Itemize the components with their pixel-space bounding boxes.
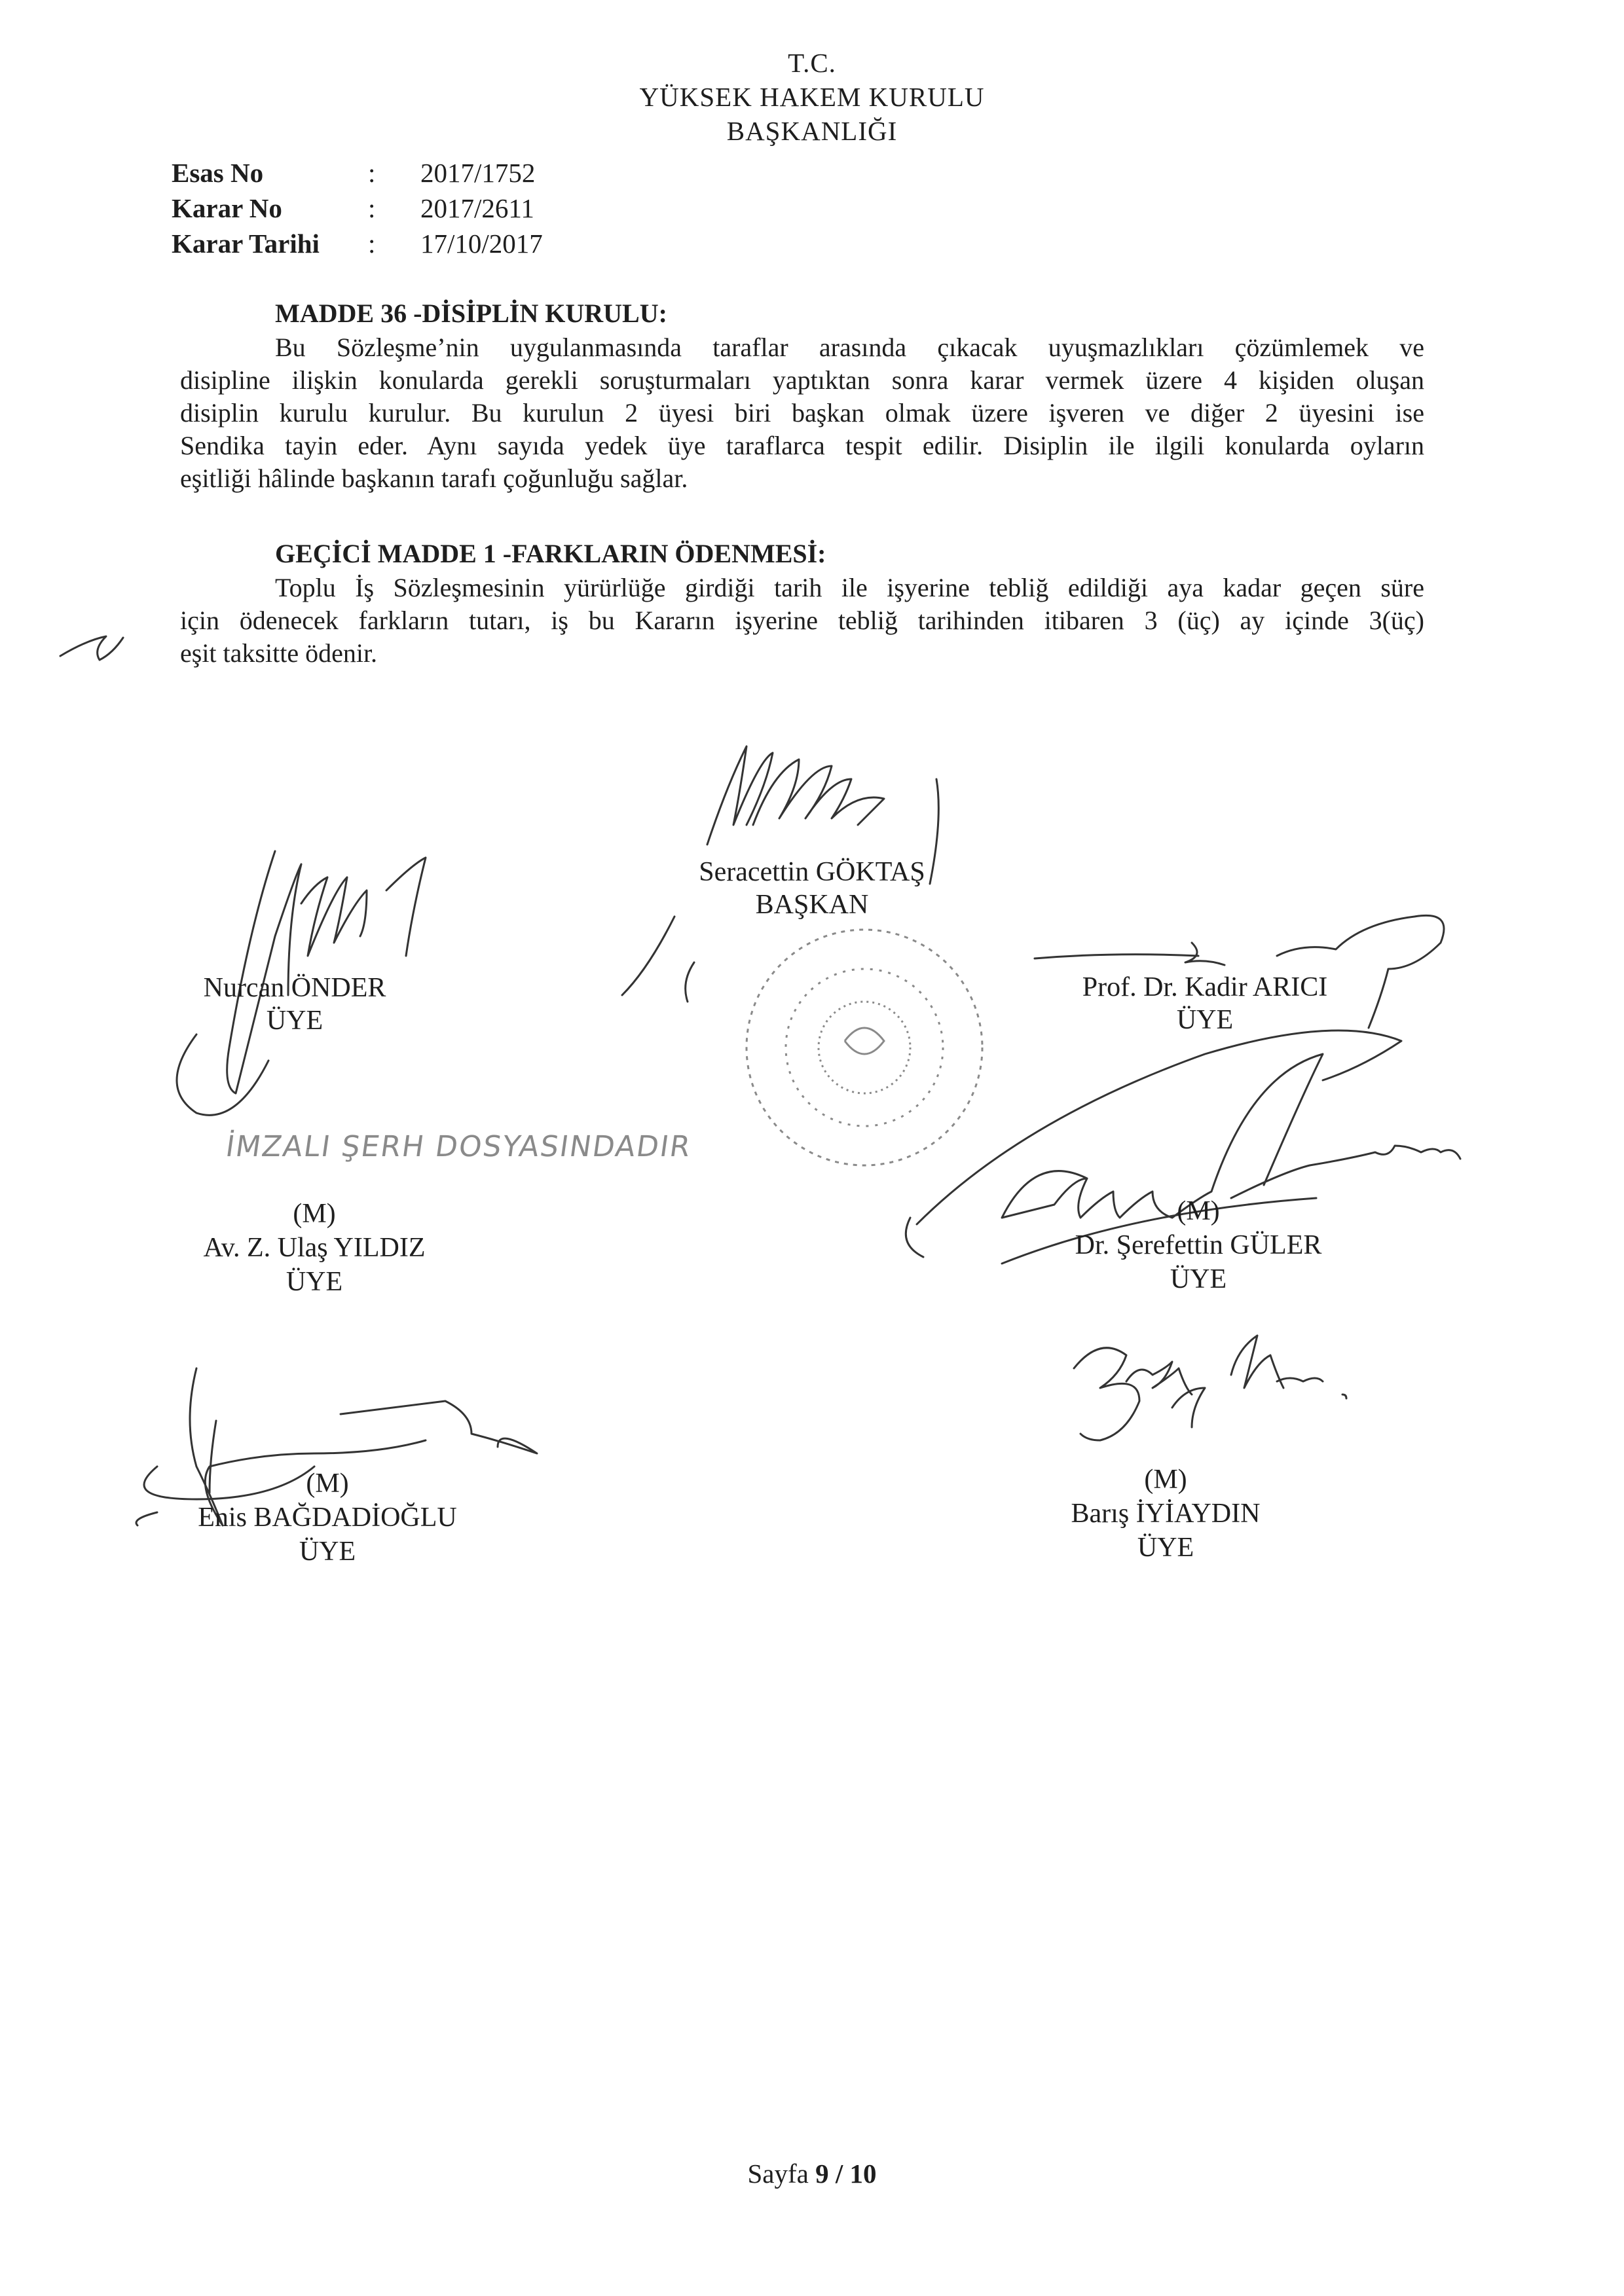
meta-value: 2017/2611 [420,193,534,223]
ulas-name: Av. Z. Ulaş YILDIZ [203,1233,426,1263]
page-number-total: 10 [849,2159,877,2189]
meta-colon: : [368,228,376,259]
baris-mark: (M) [1144,1465,1187,1495]
meta-label: Karar Tarihi [172,228,320,259]
president-name: Seracettin GÖKTAŞ [699,857,925,887]
ulas-mark: (M) [293,1199,336,1229]
nurcan-role: ÜYE [266,1006,323,1036]
page-number-current: 9 [815,2159,829,2189]
president-role: BAŞKAN [755,890,869,920]
meta-value: 2017/1752 [420,158,536,188]
serefettin-role: ÜYE [1170,1264,1227,1294]
signed-annotation-stamp: İMZALI ŞERH DOSYASINDADIR [223,1130,694,1163]
temporary-article-1-line: eşit taksitte ödenir. [180,638,378,668]
nurcan-name: Nurcan ÖNDER [203,973,386,1003]
article-36-line: disiplin kurulu kurulur. Bu kurulun 2 üyesi biri başkan olmak üzere işveren ve diğer 2 üyesini ise [180,398,1424,428]
temporary-article-1-line: için ödenecek farkların tutarı, iş bu Kararın işyerine tebliğ tarihinden itibaren 3 (üç) ay içinde 3(üç) [180,606,1424,635]
baris-role: ÜYE [1137,1533,1194,1563]
page-number [0,2158,1624,2189]
enis-mark: (M) [306,1468,349,1499]
page-number-prefix: Sayfa [747,2159,809,2189]
header-tc: T.C. [788,48,836,78]
page-number-separator: / [835,2159,843,2189]
temporary-article-1-title: GEÇİCİ MADDE 1 -FARKLARIN ÖDENMESİ: [275,539,826,568]
article-36-line: eşitliği hâlinde başkanın tarafı çoğunluğu sağlar. [180,464,688,493]
temporary-article-1-line: Toplu İş Sözleşmesinin yürürlüğe girdiği tarih ile işyerine tebliğ edildiği aya kadar geçen süre [275,573,1424,602]
baris-signature-icon [1074,1336,1346,1440]
serefettin-name: Dr. Şerefettin GÜLER [1075,1230,1322,1260]
ulas-role: ÜYE [286,1267,343,1297]
article-36-title: MADDE 36 -DİSİPLİN KURULU: [275,299,667,328]
enis-name: Enis BAĞDADİOĞLU [198,1503,457,1533]
header-department: BAŞKANLIĞI [726,116,898,146]
enis-role: ÜYE [299,1537,356,1567]
meta-label: Karar No [172,193,282,223]
meta-value: 17/10/2017 [420,228,543,259]
article-36-line: disipline ilişkin konularda gerekli soruşturmaları yaptıktan sonra karar vermek üzere 4 kişiden oluşan [180,365,1424,395]
meta-label: Esas No [172,158,264,188]
article-36-line: Sendika tayin eder. Aynı sayıda yedek üye taraflarca tespit edilir. Disiplin ile ilgili konularda oyların [180,431,1424,460]
serefettin-mark: (M) [1177,1196,1220,1226]
header-institution: YÜKSEK HAKEM KURULU [639,82,985,112]
baris-name: Barış İYİAYDIN [1071,1499,1261,1529]
kadir-role: ÜYE [1176,1005,1234,1035]
kadir-name: Prof. Dr. Kadir ARICI [1082,972,1328,1002]
official-seal-icon [747,930,982,1165]
article-36-line: Bu Sözleşme’nin uygulanmasında taraflar arasında çıkacak uyuşmazlıkları çözümlemek ve [275,333,1424,362]
meta-colon: : [368,193,376,223]
margin-mark-icon [60,636,123,660]
serefettin-signature-icon [906,1030,1460,1264]
meta-colon: : [368,158,376,188]
